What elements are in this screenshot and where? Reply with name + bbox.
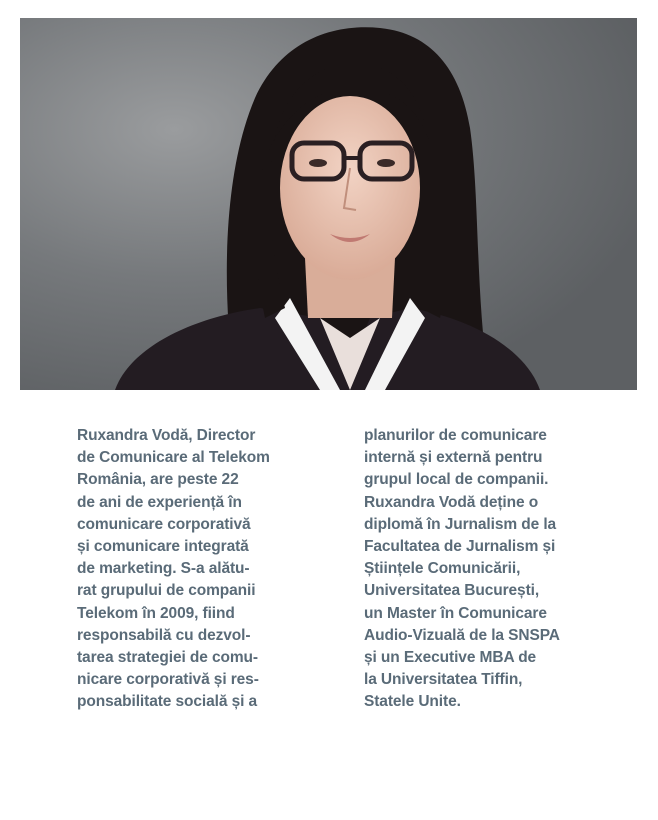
text-line: România, are peste 22 (77, 471, 239, 489)
text-line: de Comunicare al Telekom (77, 449, 270, 467)
text-line: comunicare corporativă (77, 515, 251, 533)
text-line: internă și externă pentru (364, 449, 543, 467)
text-line: rat grupului de companii (77, 582, 256, 600)
text-line: ponsabilitate socială și a (77, 693, 258, 711)
text-line: Telekom în 2009, fiind (77, 604, 235, 622)
text-line: un Master în Comunicare (364, 604, 547, 622)
text-line: Ruxandra Vodă deține o (364, 493, 539, 511)
portrait-photo (20, 18, 637, 390)
text-line: și comunicare integrată (77, 538, 249, 556)
text-line: grupul local de companii. (364, 471, 549, 489)
text-line: Facultatea de Jurnalism și (364, 538, 556, 556)
text-line: tarea strategiei de comu- (77, 649, 258, 667)
text-line: responsabilă cu dezvol- (77, 626, 251, 644)
text-line: diplomă în Jurnalism de la (364, 515, 557, 533)
text-line: Statele Unite. (364, 693, 461, 711)
text-line: de marketing. S-a alătu- (77, 560, 250, 578)
text-line: la Universitatea Tiffin, (364, 671, 523, 689)
portrait-illustration (20, 18, 637, 390)
text-line: Audio-Vizuală de la SNSPA (364, 626, 560, 644)
text-line: Științele Comunicării, (364, 560, 521, 578)
text-line: nicare corporativă și res- (77, 671, 259, 689)
text-line: și un Executive MBA de (364, 649, 537, 667)
text-line: Ruxandra Vodă, Director (77, 427, 256, 444)
bio-text-left-column (77, 425, 295, 714)
bio-text-right-column (364, 425, 586, 714)
text-line: Universitatea București, (364, 582, 540, 600)
text-line: planurilor de comunicare (364, 427, 547, 444)
text-line: de ani de experiență în (77, 493, 242, 511)
